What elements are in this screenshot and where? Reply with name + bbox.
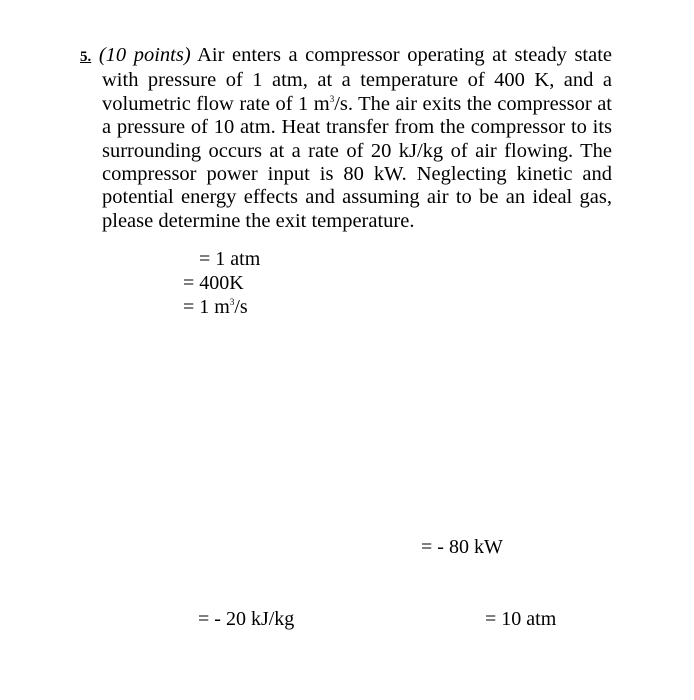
given-pressure-inlet: = 1 atm (199, 248, 261, 270)
given-volumetric-flow-suffix: /s (234, 296, 248, 318)
given-volumetric-flow-prefix: = 1 m (183, 296, 230, 318)
given-power-input: = - 80 kW (421, 536, 503, 558)
given-temperature-inlet: = 400K (183, 272, 244, 294)
problem-text-part2: /s. The air exits the compressor at a pressure of 10 atm. Heat transfer from the compressor to its surrounding occurs at a rate of 20 kJ/kg of air flowing. The compressor power input is 80 kW. Neglecting kinetic and potential energy effects and assuming air to be an ideal gas, please determine the exit temperature. (102, 92, 612, 232)
given-volumetric-flow (183, 296, 248, 318)
problem-paragraph (80, 44, 612, 233)
problem-number: 5. (80, 49, 92, 65)
given-heat-transfer: = - 20 kJ/kg (198, 608, 295, 630)
problem-text-superscript: 3 (329, 93, 335, 104)
given-volumetric-flow-superscript: 3 (229, 297, 235, 307)
given-pressure-exit: = 10 atm (485, 608, 557, 630)
problem-text-part1: Air enters a compressor operating at steady state with pressure of 1 atm, at a temperature of 400 K, and a volumetric flow rate of 1 m (102, 44, 613, 115)
problem-statement (80, 44, 612, 233)
problem-points: (10 points) (98, 44, 191, 66)
